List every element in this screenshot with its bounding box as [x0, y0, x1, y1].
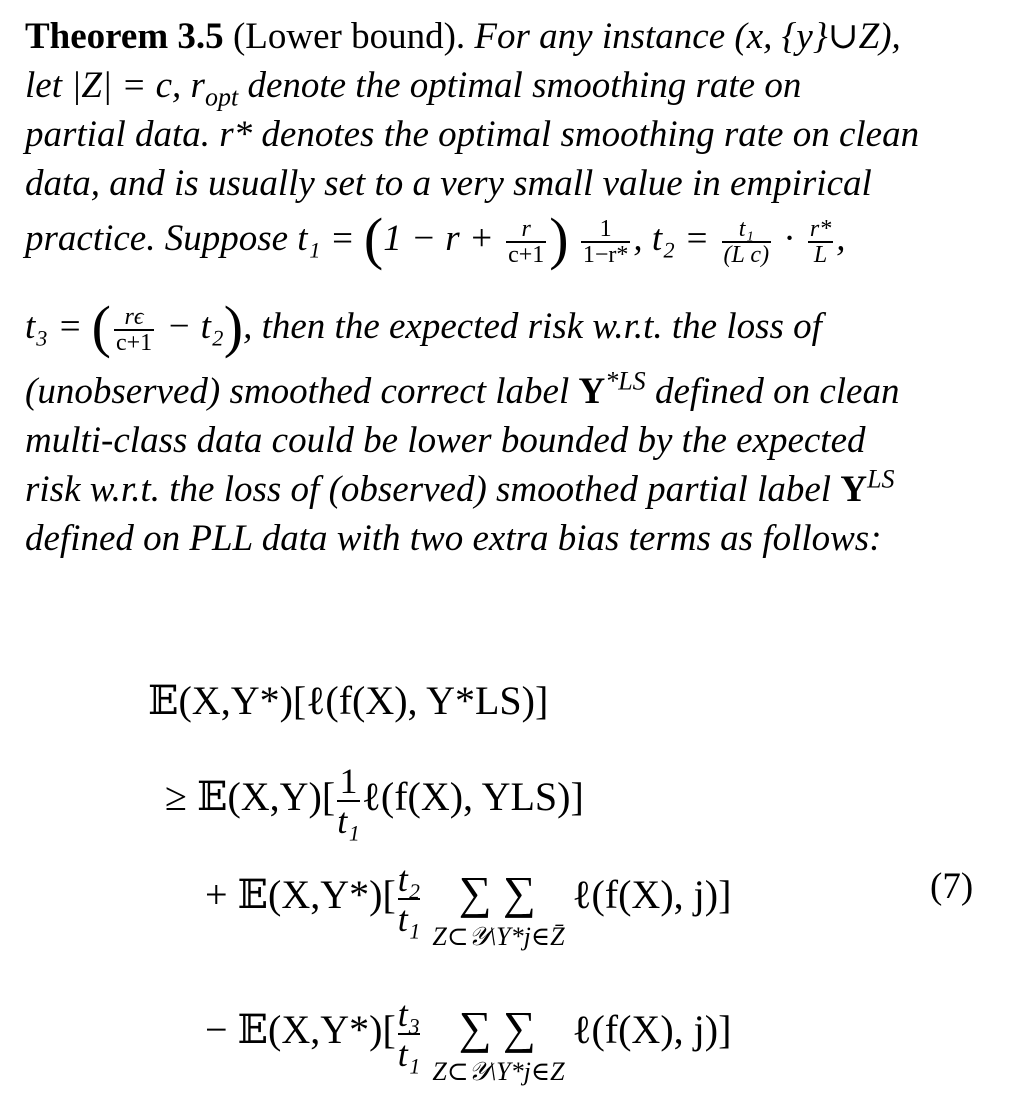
equation-row-4	[205, 994, 732, 1087]
frac-den: c+1	[508, 241, 545, 268]
row4-fraction	[398, 995, 421, 1073]
frac-num: r	[521, 215, 531, 242]
Y-symbol: Y	[578, 371, 606, 412]
row3-prefix: + 𝔼(X,Y*)[	[205, 872, 396, 918]
theorem-line-7	[25, 367, 899, 416]
bold-Y	[840, 469, 867, 510]
equation-row-3	[205, 859, 732, 952]
theorem-line2-b: denote the optimal smoothing rate on	[247, 65, 802, 106]
fraction-r-over-c1	[506, 217, 546, 267]
equation-row-1: 𝔼(X,Y*)[ℓ(f(X), Y*LS)]	[148, 678, 549, 723]
theorem-line-4: data, and is usually set to a very small value in empirical	[25, 163, 872, 204]
bold-Y-star	[578, 371, 605, 412]
theorem-line5-b: 1 − r +	[383, 218, 494, 259]
theorem-line-10: defined on PLL data with two extra bias terms as follows:	[25, 518, 882, 559]
right-paren: )	[549, 206, 569, 271]
frac-num: t₃	[397, 994, 421, 1034]
frac-num: 1	[339, 761, 358, 801]
theorem-line9-a: risk w.r.t. the loss of (observed) smoothed partial label	[25, 469, 832, 510]
frac-den: t₁	[337, 801, 360, 841]
theorem-line5-c: , t₂ =	[633, 218, 710, 259]
frac-den: L	[808, 241, 833, 267]
fraction-t1-over-binom	[722, 217, 772, 267]
row3-sums	[432, 867, 565, 952]
fraction-1-over-1-rstar	[581, 217, 631, 267]
row2-prefix: ≥ 𝔼(X,Y)[	[165, 774, 336, 820]
theorem-line-8: multi-class data could be lower bounded by the expected	[25, 420, 866, 461]
theorem-line5-a: practice. Suppose t₁ =	[25, 218, 355, 259]
theorem-line1-text: For any instance	[474, 16, 726, 57]
frac-den: t₁	[397, 1034, 421, 1074]
row4-prefix: − 𝔼(X,Y*)[	[205, 1007, 396, 1053]
row4-suffix: ℓ(f(X), j)]	[572, 1007, 732, 1053]
theorem-instance: (x, {y}∪Z),	[734, 16, 901, 57]
theorem-line6-b: − t₂	[166, 306, 224, 347]
frac-num: r*	[809, 215, 832, 242]
Y-symbol: Y	[840, 469, 868, 510]
theorem-line2-a: let |Z| = c,	[25, 65, 182, 106]
theorem-line-9	[25, 465, 895, 514]
theorem-line-3: partial data. r* denotes the optimal smoothing rate on clean	[25, 114, 920, 155]
fraction-rstar-over-L	[808, 217, 833, 267]
theorem-line6-c: , then the expected risk w.r.t. the loss of	[243, 306, 822, 347]
row2-suffix: ℓ(f(X), YLS)]	[361, 774, 584, 820]
dot-operator: ·	[783, 218, 796, 259]
theorem-line6-a: t₃ =	[25, 306, 83, 347]
frac-num: t₂	[397, 859, 421, 899]
fraction-reps-over-c1	[114, 305, 154, 355]
row3-fraction	[398, 860, 421, 938]
theorem-line7-a: (unobserved) smoothed correct label	[25, 371, 570, 412]
Y-star-sup: *LS	[605, 366, 646, 396]
frac-num: 1	[599, 215, 612, 242]
row3-suffix: ℓ(f(X), j)]	[572, 872, 732, 918]
theorem-label: Theorem 3.5	[25, 16, 224, 57]
theorem-line-1	[25, 12, 901, 61]
row4-sums	[432, 1002, 565, 1087]
right-paren: )	[223, 294, 244, 359]
theorem-line-5: practice. Suppose t₁ = (1 − r + $\frac{r}{c+1}$ ) $\frac{1}{1-r*}$ , t₂ = $\frac{\text{t₁}}{\text{(L c)}}$ · $\frac{r*}{L}$ ,	[25, 206, 846, 271]
sum-subscript: Z⊂𝒴\Y*j∈Z̄	[432, 922, 565, 952]
left-paren: (	[363, 206, 384, 271]
ropt-symbol	[190, 65, 239, 112]
frac-num: rϵ	[124, 303, 144, 330]
ropt-sub: opt	[204, 82, 239, 112]
Y-sup: LS	[867, 464, 895, 494]
ropt-r: r	[190, 65, 205, 106]
frac-den: c+1	[115, 329, 153, 356]
frac-num: t₁	[738, 215, 754, 242]
frac-den: t₁	[397, 899, 421, 939]
frac-den: (L c)	[723, 241, 770, 268]
row2-fraction	[337, 762, 360, 840]
equation-number: (7)	[930, 866, 974, 907]
theorem-line-2	[25, 61, 801, 110]
sum-symbols: ∑ ∑	[458, 867, 536, 919]
frac-den: 1−r*	[582, 241, 629, 268]
theorem-line-6	[25, 294, 822, 359]
left-paren: (	[91, 294, 111, 359]
theorem-name: (Lower bound).	[232, 16, 466, 57]
sum-symbols: ∑ ∑	[458, 1002, 536, 1054]
theorem-line7-b: defined on clean	[654, 371, 900, 412]
equation-row-2	[165, 762, 584, 840]
sum-subscript: Z⊂𝒴\Y*j∈Z	[432, 1057, 565, 1087]
